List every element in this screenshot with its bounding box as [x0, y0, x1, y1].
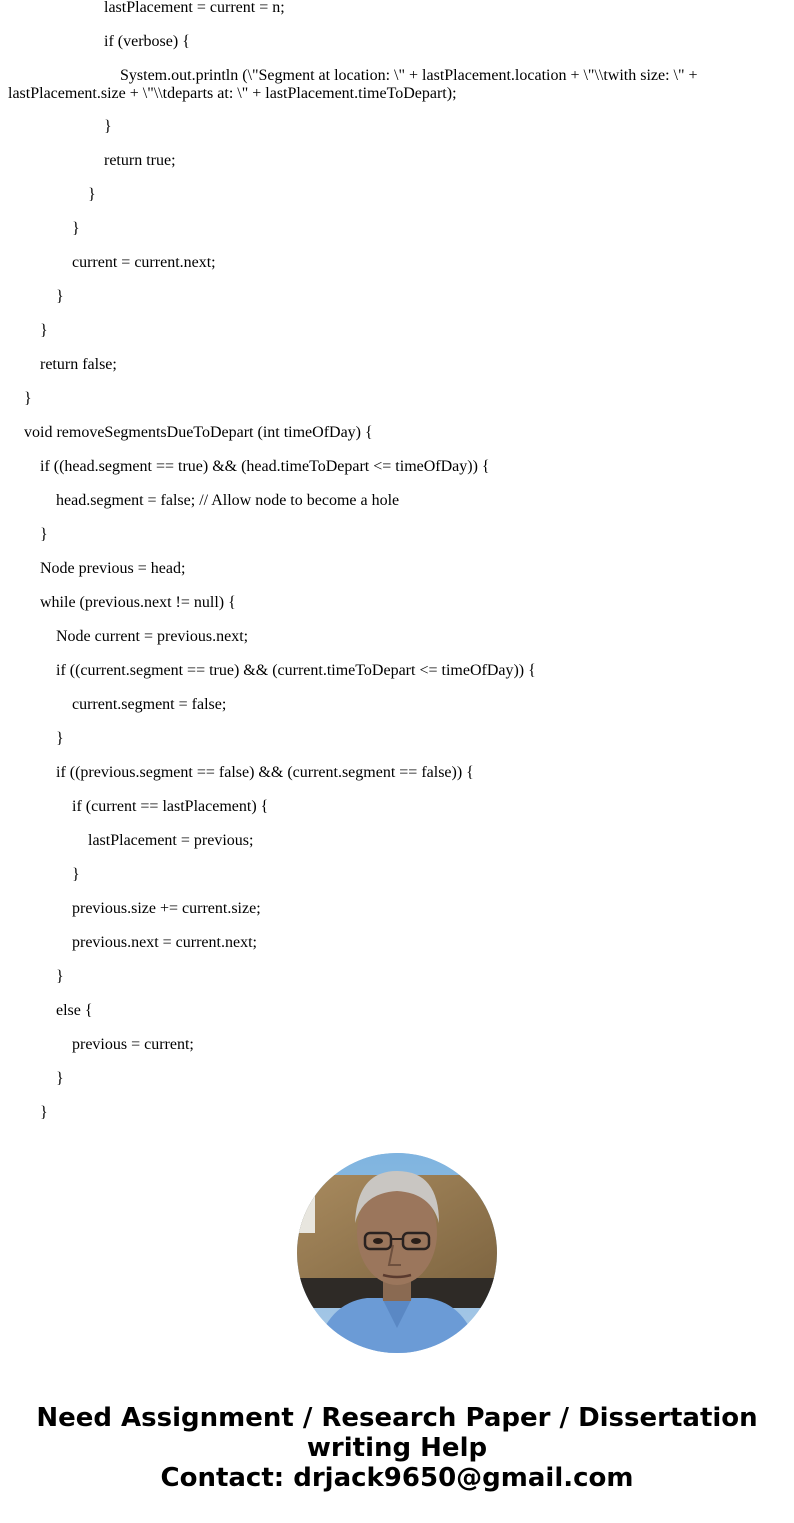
- code-line: }: [24, 390, 32, 407]
- code-line: lastPlacement = previous;: [88, 832, 254, 849]
- code-line: lastPlacement = current = n;: [104, 0, 285, 16]
- code-line: return false;: [40, 356, 117, 373]
- code-line: Node current = previous.next;: [56, 628, 249, 645]
- code-line: }: [104, 118, 112, 135]
- code-line: previous.size += current.size;: [72, 900, 261, 917]
- code-line: return true;: [104, 152, 176, 169]
- code-line: previous = current;: [72, 1036, 194, 1053]
- author-avatar: [297, 1153, 497, 1353]
- code-line: if ((head.segment == true) && (head.timeToDepart <= timeOfDay)) {: [40, 458, 490, 475]
- code-line: lastPlacement.size + \"\\tdeparts at: \" + lastPlacement.timeToDepart);: [8, 85, 457, 102]
- code-line: }: [56, 730, 64, 747]
- code-line: }: [40, 526, 48, 543]
- code-line: else {: [56, 1002, 93, 1019]
- code-line: }: [56, 1070, 64, 1087]
- code-line: if ((previous.segment == false) && (current.segment == false)) {: [56, 764, 474, 781]
- promo-contact: Contact: drjack9650@gmail.com: [160, 1463, 634, 1493]
- code-line: Node previous = head;: [40, 560, 186, 577]
- code-line: head.segment = false; // Allow node to become a hole: [56, 492, 400, 509]
- code-line: if (verbose) {: [104, 33, 190, 50]
- code-line: previous.next = current.next;: [72, 934, 257, 951]
- code-line: void removeSegmentsDueToDepart (int timeOfDay) {: [24, 424, 373, 441]
- code-line: }: [56, 968, 64, 985]
- portrait-photo: [297, 1153, 497, 1353]
- code-line: }: [40, 322, 48, 339]
- code-line: System.out.println (\"Segment at location: \" + lastPlacement.location + \"\\twith size: \" +: [120, 67, 698, 84]
- promo-banner: [0, 1403, 794, 1493]
- code-line: current = current.next;: [72, 254, 216, 271]
- code-line: if ((current.segment == true) && (current.timeToDepart <= timeOfDay)) {: [56, 662, 536, 679]
- code-line: }: [72, 866, 80, 883]
- promo-subheadline: writing Help: [306, 1433, 488, 1463]
- promo-headline: Need Assignment / Research Paper / Dissertation: [36, 1403, 758, 1433]
- code-line: }: [56, 288, 64, 305]
- code-line: while (previous.next != null) {: [40, 594, 236, 611]
- code-line: if (current == lastPlacement) {: [72, 798, 269, 815]
- code-line: }: [40, 1104, 48, 1121]
- code-line: }: [72, 220, 80, 237]
- code-line: }: [88, 186, 96, 203]
- code-line: current.segment = false;: [72, 696, 227, 713]
